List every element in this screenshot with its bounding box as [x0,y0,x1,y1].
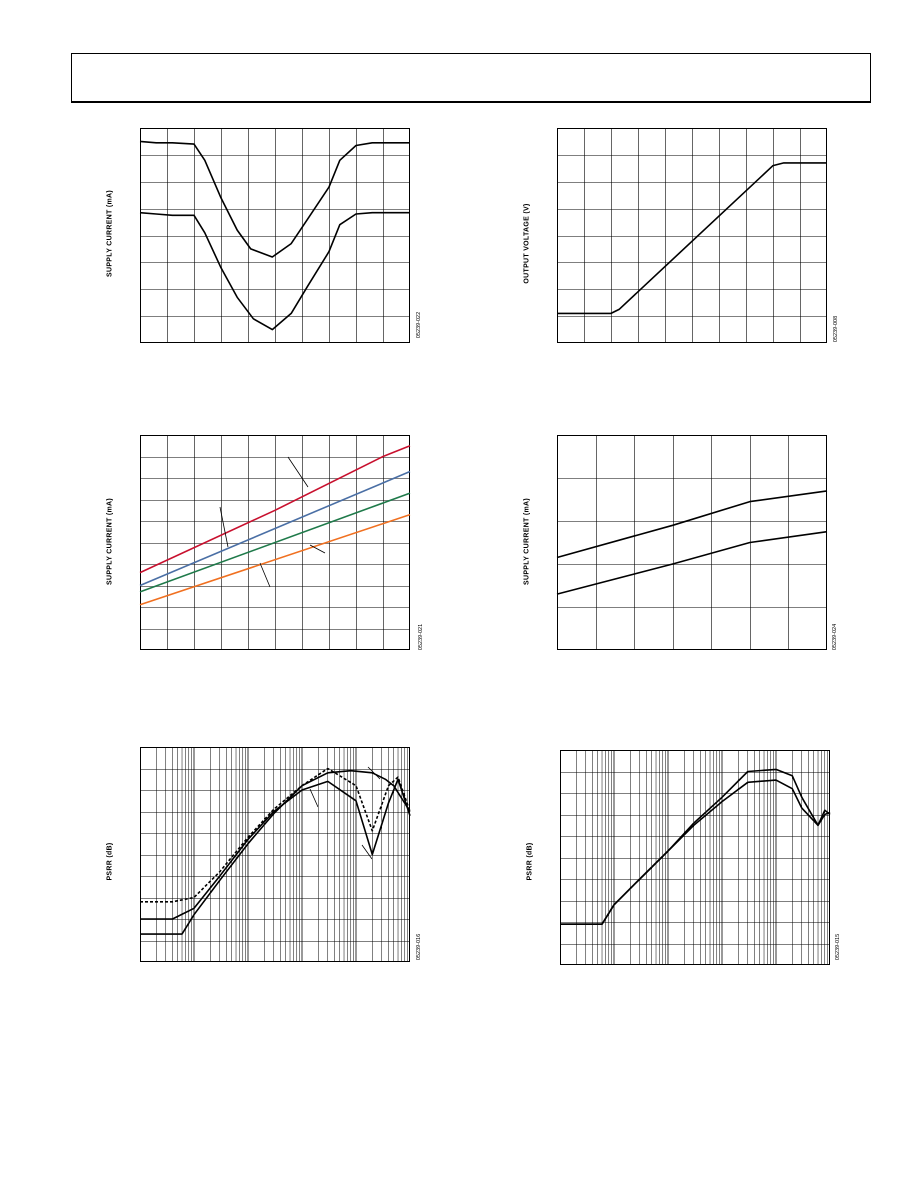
chart-5-svg [140,747,410,962]
chart-3-series-1 [140,446,410,573]
chart-2-ylabel: OUTPUT VOLTAGE (V) [523,203,531,284]
annotation-leader-line [288,457,308,487]
chart-6-svg [560,750,830,965]
chart-1-series-1 [140,141,410,257]
chart-psrr-1 [140,747,410,962]
chart-4-fig-code: 05239-024 [832,623,838,651]
chart-4-series-1 [557,491,827,558]
chart-supply-current-colored [140,435,410,650]
chart-5-series-2 [140,779,410,919]
chart-2-series-1 [557,163,827,314]
chart-1-svg [140,128,410,343]
annotation-leader-line [260,563,270,587]
chart-6-series-1 [560,780,830,924]
chart-3-ylabel: SUPPLY CURRENT (mA) [106,498,114,585]
chart-4-series-2 [557,532,827,594]
chart-supply-current-4 [557,435,827,650]
chart-psrr-2 [560,750,830,965]
chart-4-frame [558,436,827,650]
chart-3-series-3 [140,493,410,592]
chart-6-frame [561,751,830,965]
chart-3-svg [140,435,410,650]
chart-1-frame [141,129,410,343]
chart-5-series-3 [140,771,410,934]
chart-4-svg [557,435,827,650]
chart-supply-current-1 [140,128,410,343]
chart-5-ylabel: PSRR (dB) [106,842,114,881]
chart-2-frame [558,129,827,343]
chart-2-svg [557,128,827,343]
chart-2-fig-code: 05239-008 [833,315,839,343]
chart-5-series-1 [140,769,410,902]
chart-6-series-2 [560,769,830,924]
annotation-leader-line [310,789,318,807]
chart-5-fig-code: 05239-016 [416,933,422,961]
chart-1-ylabel: SUPPLY CURRENT (mA) [106,190,114,277]
chart-6-fig-code: 05239-015 [835,933,841,961]
chart-output-voltage [557,128,827,343]
page-header-box [71,53,871,103]
chart-3-fig-code: 05239-021 [418,623,424,651]
chart-6-ylabel: PSRR (dB) [526,842,534,881]
chart-1-series-2 [140,213,410,330]
chart-1-fig-code: 05239-022 [416,311,422,339]
chart-4-ylabel: SUPPLY CURRENT (mA) [523,498,531,585]
